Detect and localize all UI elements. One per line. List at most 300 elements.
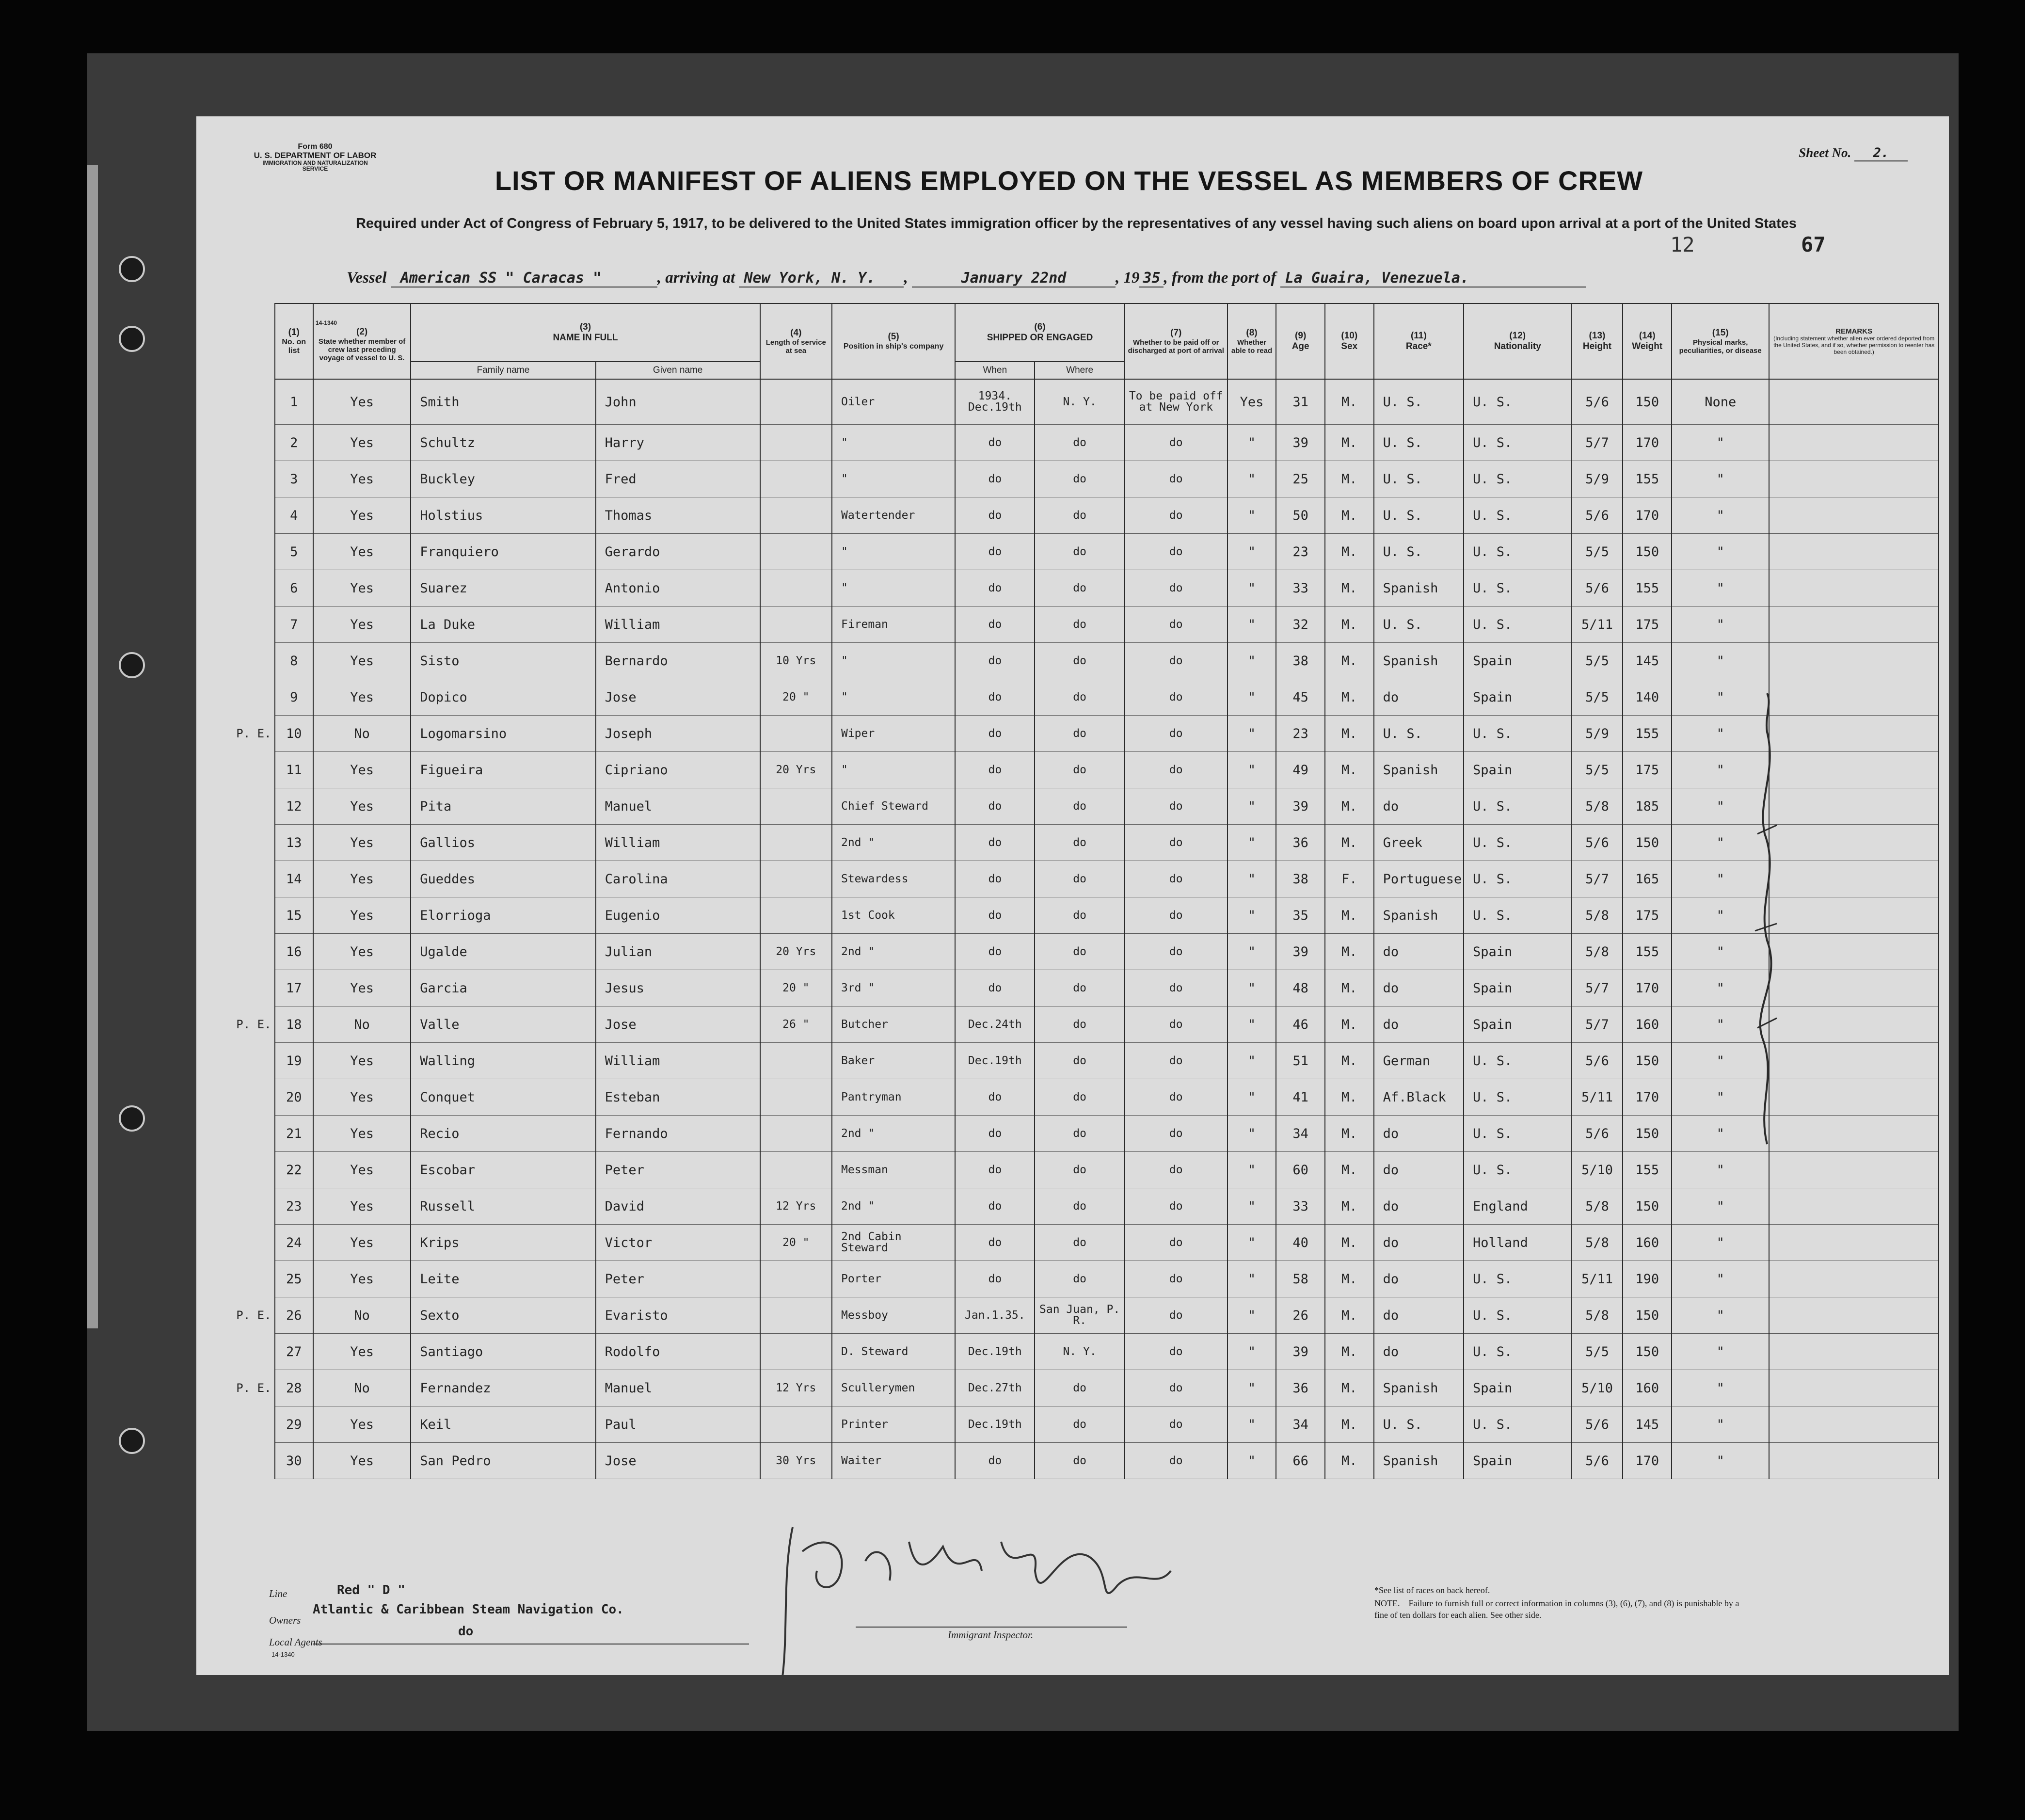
physical-marks-cell: " [1672, 425, 1769, 461]
given-name-cell: Victor [596, 1225, 760, 1261]
physical-marks-cell: " [1672, 497, 1769, 534]
given-name-cell: Cipriano [596, 752, 760, 788]
weight-cell: 170 [1623, 1079, 1672, 1116]
service-length-cell [760, 425, 832, 461]
physical-marks-cell: " [1672, 752, 1769, 788]
position-cell: " [832, 425, 955, 461]
when-header: When [955, 362, 1035, 379]
family-name-cell: Gueddes [411, 861, 595, 897]
col-11-header [1374, 303, 1464, 379]
family-name-cell: Walling [411, 1043, 595, 1079]
service-length-cell: 20 " [760, 1225, 832, 1261]
col-7-number: (7) [1170, 327, 1182, 338]
prev-voyage-cell: No [313, 1006, 411, 1043]
service-length-cell [760, 607, 832, 643]
row-prefix-cell [218, 570, 275, 607]
arrival-port: New York, N. Y. [739, 270, 904, 287]
row-prefix-cell [218, 970, 275, 1006]
prev-voyage-cell: No [313, 716, 411, 752]
race-cell: Spanish [1374, 643, 1464, 679]
handwritten-remark-icon [1738, 688, 1796, 1154]
height-cell: 5/5 [1571, 752, 1623, 788]
table-row [218, 1116, 1939, 1152]
col-6-number: (6) [1034, 322, 1046, 333]
service-length-cell: 20 Yrs [760, 934, 832, 970]
race-cell: U. S. [1374, 497, 1464, 534]
weight-cell: 140 [1623, 679, 1672, 716]
sex-cell: M. [1325, 1261, 1374, 1297]
paid-off-cell: do [1125, 1406, 1228, 1443]
given-name-cell: Jose [596, 1443, 760, 1479]
weight-cell: 170 [1623, 425, 1672, 461]
table-row [218, 752, 1939, 788]
nationality-cell: U. S. [1464, 861, 1571, 897]
prev-voyage-cell: Yes [313, 825, 411, 861]
race-cell: Spanish [1374, 752, 1464, 788]
able-to-read-cell: " [1228, 897, 1276, 934]
remarks-cell [1769, 1225, 1939, 1261]
given-name-cell: Jose [596, 679, 760, 716]
physical-marks-cell: " [1672, 1188, 1769, 1225]
family-name-cell: Sexto [411, 1297, 595, 1334]
position-cell: Messboy [832, 1297, 955, 1334]
weight-cell: 145 [1623, 1406, 1672, 1443]
remarks-cell [1769, 643, 1939, 679]
height-cell: 5/8 [1571, 934, 1623, 970]
paid-off-cell: do [1125, 1188, 1228, 1225]
position-cell: Messman [832, 1152, 955, 1188]
sex-cell: M. [1325, 607, 1374, 643]
sex-cell: M. [1325, 425, 1374, 461]
physical-marks-cell: " [1672, 825, 1769, 861]
able-to-read-cell: " [1228, 1334, 1276, 1370]
service-length-cell [760, 1079, 832, 1116]
family-name-cell: Dopico [411, 679, 595, 716]
given-name-cell: Bernardo [596, 643, 760, 679]
family-name-header: Family name [411, 362, 595, 379]
weight-cell: 160 [1623, 1370, 1672, 1406]
row-number-cell: 20 [275, 1079, 313, 1116]
given-name-cell: Joseph [596, 716, 760, 752]
service-length-cell [760, 461, 832, 497]
weight-cell: 150 [1623, 534, 1672, 570]
age-cell: 38 [1276, 643, 1325, 679]
binder-edge [87, 165, 98, 1328]
row-prefix-cell [218, 1225, 275, 1261]
shipped-where-cell: do [1035, 534, 1124, 570]
weight-cell: 165 [1623, 861, 1672, 897]
shipped-where-cell: do [1035, 897, 1124, 934]
able-to-read-cell: " [1228, 607, 1276, 643]
sex-cell: M. [1325, 934, 1374, 970]
weight-cell: 150 [1623, 1188, 1672, 1225]
shipped-where-cell: San Juan, P. R. [1035, 1297, 1124, 1334]
race-cell: do [1374, 1188, 1464, 1225]
remarks-cell [1769, 607, 1939, 643]
weight-cell: 170 [1623, 970, 1672, 1006]
position-cell: " [832, 643, 955, 679]
row-number-cell: 8 [275, 643, 313, 679]
manifest-sheet [196, 116, 1949, 1675]
nationality-cell: Spain [1464, 934, 1571, 970]
prev-voyage-cell: Yes [313, 897, 411, 934]
shipped-when-cell: Dec.27th [955, 1370, 1035, 1406]
prev-voyage-cell: Yes [313, 1334, 411, 1370]
physical-marks-cell: None [1672, 379, 1769, 425]
col-5-label: Position in ship's company [843, 342, 944, 351]
nationality-cell: U. S. [1464, 1043, 1571, 1079]
physical-marks-cell: " [1672, 1370, 1769, 1406]
height-cell: 5/11 [1571, 607, 1623, 643]
weight-cell: 155 [1623, 570, 1672, 607]
prev-voyage-cell: Yes [313, 1225, 411, 1261]
sex-cell: M. [1325, 379, 1374, 425]
given-name-cell: David [596, 1188, 760, 1225]
given-name-cell: William [596, 1043, 760, 1079]
height-cell: 5/7 [1571, 1006, 1623, 1043]
height-cell: 5/8 [1571, 788, 1623, 825]
row-prefix-cell [218, 788, 275, 825]
age-cell: 32 [1276, 607, 1325, 643]
row-prefix-cell [218, 1443, 275, 1479]
shipped-when-cell: do [955, 643, 1035, 679]
service-length-cell [760, 1261, 832, 1297]
family-name-cell: Ugalde [411, 934, 595, 970]
prev-voyage-cell: Yes [313, 497, 411, 534]
family-name-cell: Figueira [411, 752, 595, 788]
prev-voyage-cell: Yes [313, 425, 411, 461]
prev-voyage-cell: Yes [313, 1043, 411, 1079]
race-cell: do [1374, 788, 1464, 825]
col-5-number: (5) [888, 331, 899, 342]
table-row [218, 1079, 1939, 1116]
service-length-cell: 12 Yrs [760, 1188, 832, 1225]
line-value: Red " D " [337, 1583, 405, 1597]
shipped-where-cell: do [1035, 825, 1124, 861]
owners-label: Owners [269, 1614, 301, 1626]
paid-off-cell: do [1125, 570, 1228, 607]
family-name-cell: Leite [411, 1261, 595, 1297]
height-cell: 5/8 [1571, 1225, 1623, 1261]
height-cell: 5/6 [1571, 1043, 1623, 1079]
row-number-cell: 25 [275, 1261, 313, 1297]
able-to-read-cell: " [1228, 461, 1276, 497]
sex-cell: M. [1325, 1334, 1374, 1370]
position-cell: 2nd " [832, 1116, 955, 1152]
race-cell: U. S. [1374, 607, 1464, 643]
age-cell: 46 [1276, 1006, 1325, 1043]
nationality-cell: Holland [1464, 1225, 1571, 1261]
from-label: , from the port of [1164, 269, 1276, 287]
weight-cell: 175 [1623, 897, 1672, 934]
age-cell: 39 [1276, 1334, 1325, 1370]
paid-off-cell: do [1125, 1261, 1228, 1297]
family-name-cell: Elorrioga [411, 897, 595, 934]
height-cell: 5/11 [1571, 1261, 1623, 1297]
punch-hole-icon [119, 1105, 145, 1132]
paid-off-cell: do [1125, 861, 1228, 897]
prev-voyage-cell: Yes [313, 607, 411, 643]
position-cell: " [832, 461, 955, 497]
shipped-when-cell: do [955, 679, 1035, 716]
table-row [218, 461, 1939, 497]
col-10-label: Sex [1341, 341, 1358, 351]
row-number-cell: 29 [275, 1406, 313, 1443]
family-name-cell: Gallios [411, 825, 595, 861]
physical-marks-cell: " [1672, 1297, 1769, 1334]
sex-cell: M. [1325, 534, 1374, 570]
position-cell: " [832, 752, 955, 788]
vessel-line: Vessel American SS " Caracas " , arriving at New York, N. Y. , January 22nd , 19 35 , from the port of La Guaira, Venezuela. [347, 269, 1922, 287]
given-name-cell: Antonio [596, 570, 760, 607]
able-to-read-cell: " [1228, 679, 1276, 716]
race-cell: do [1374, 1116, 1464, 1152]
service-length-cell [760, 861, 832, 897]
row-number-cell: 10 [275, 716, 313, 752]
row-prefix-cell [218, 1406, 275, 1443]
age-cell: 51 [1276, 1043, 1325, 1079]
sex-cell: M. [1325, 1406, 1374, 1443]
shipped-where-cell: do [1035, 425, 1124, 461]
col-12-label: Nationality [1494, 341, 1541, 351]
table-row [218, 970, 1939, 1006]
paid-off-cell: do [1125, 825, 1228, 861]
position-cell: " [832, 679, 955, 716]
age-cell: 39 [1276, 934, 1325, 970]
prev-voyage-cell: Yes [313, 970, 411, 1006]
height-cell: 5/6 [1571, 825, 1623, 861]
col-6-label: SHIPPED OR ENGAGED [987, 333, 1093, 343]
agents-label: Local Agents [269, 1636, 322, 1648]
prev-voyage-cell: Yes [313, 1406, 411, 1443]
able-to-read-cell: " [1228, 1152, 1276, 1188]
race-cell: Spanish [1374, 1443, 1464, 1479]
row-number-cell: 12 [275, 788, 313, 825]
shipped-when-cell: do [955, 1188, 1035, 1225]
prev-voyage-cell: Yes [313, 788, 411, 825]
shipped-when-cell: Dec.19th [955, 1334, 1035, 1370]
position-cell: Wiper [832, 716, 955, 752]
weight-cell: 175 [1623, 752, 1672, 788]
prev-voyage-cell: Yes [313, 1116, 411, 1152]
arrival-date: January 22nd [912, 270, 1116, 287]
shipped-when-cell: do [955, 1443, 1035, 1479]
col-13-number: (13) [1589, 331, 1606, 341]
shipped-where-cell: do [1035, 643, 1124, 679]
family-name-cell: Garcia [411, 970, 595, 1006]
col-8-header [1228, 303, 1276, 379]
col-8-number: (8) [1246, 327, 1258, 338]
row-prefix-cell: P. E. [218, 1370, 275, 1406]
weight-cell: 145 [1623, 643, 1672, 679]
family-name-cell: San Pedro [411, 1443, 595, 1479]
able-to-read-cell: " [1228, 934, 1276, 970]
family-name-cell: Suarez [411, 570, 595, 607]
manifest-subtitle: Required under Act of Congress of February 5, 1917, to be delivered to the United States immigration officer by the representatives of any vessel having such aliens on board upon arrival at a port of the United States [355, 216, 1797, 231]
service-length-cell: 30 Yrs [760, 1443, 832, 1479]
height-cell: 5/5 [1571, 679, 1623, 716]
prev-voyage-cell: Yes [313, 861, 411, 897]
table-row [218, 1225, 1939, 1261]
sex-cell: M. [1325, 1079, 1374, 1116]
page-number: 67 [1801, 233, 1826, 256]
col-1-number: (1) [288, 327, 300, 337]
service-length-cell [760, 534, 832, 570]
remarks-cell [1769, 1370, 1939, 1406]
remarks-cell [1769, 497, 1939, 534]
agents-value: do [458, 1624, 474, 1639]
remarks-note: (Including statement whether alien ever ordered deported from the United States, and if so, whether permission to reenter has been obtained.) [1773, 335, 1935, 355]
race-cell: do [1374, 679, 1464, 716]
row-number-cell: 17 [275, 970, 313, 1006]
row-prefix-cell [218, 534, 275, 570]
list-number: 12 [1670, 233, 1695, 256]
age-cell: 31 [1276, 379, 1325, 425]
service-length-cell [760, 716, 832, 752]
sex-cell: M. [1325, 752, 1374, 788]
where-header: Where [1035, 362, 1124, 379]
row-prefix-cell [218, 643, 275, 679]
row-number-cell: 2 [275, 425, 313, 461]
age-cell: 36 [1276, 1370, 1325, 1406]
service-length-cell [760, 379, 832, 425]
race-cell: Af.Black [1374, 1079, 1464, 1116]
col-14-header [1623, 303, 1672, 379]
paid-off-cell: do [1125, 425, 1228, 461]
sex-cell: M. [1325, 970, 1374, 1006]
remarks-label: REMARKS [1835, 327, 1873, 335]
shipped-when-cell: Dec.19th [955, 1043, 1035, 1079]
shipped-when-cell: do [955, 970, 1035, 1006]
family-name-cell: Sisto [411, 643, 595, 679]
position-cell: Pantryman [832, 1079, 955, 1116]
sex-cell: M. [1325, 897, 1374, 934]
nationality-cell: U. S. [1464, 788, 1571, 825]
physical-marks-cell: " [1672, 861, 1769, 897]
row-number-cell: 30 [275, 1443, 313, 1479]
family-name-cell: Schultz [411, 425, 595, 461]
shipped-where-cell: do [1035, 461, 1124, 497]
age-cell: 34 [1276, 1406, 1325, 1443]
sheet-number [1799, 145, 1908, 161]
shipped-when-cell: do [955, 788, 1035, 825]
shipped-when-cell: do [955, 1116, 1035, 1152]
given-name-cell: Fred [596, 461, 760, 497]
punch-hole-icon [119, 326, 145, 352]
col-4-number: (4) [790, 327, 802, 338]
family-name-cell: Santiago [411, 1334, 595, 1370]
sex-cell: M. [1325, 1225, 1374, 1261]
nationality-cell: Spain [1464, 752, 1571, 788]
col-2-code: 14-1340 [315, 319, 337, 327]
nationality-cell: Spain [1464, 1370, 1571, 1406]
shipped-where-cell: do [1035, 1443, 1124, 1479]
shipped-when-cell: do [955, 716, 1035, 752]
nationality-cell: U. S. [1464, 716, 1571, 752]
sex-cell: F. [1325, 861, 1374, 897]
table-row [218, 607, 1939, 643]
remarks-cell [1769, 1334, 1939, 1370]
row-prefix-cell [218, 1334, 275, 1370]
row-prefix-cell [218, 1079, 275, 1116]
nationality-cell: Spain [1464, 1006, 1571, 1043]
shipped-where-cell: do [1035, 934, 1124, 970]
race-cell: Portuguese [1374, 861, 1464, 897]
prev-voyage-cell: Yes [313, 570, 411, 607]
column-number-row [218, 303, 1939, 328]
remarks-cell [1769, 570, 1939, 607]
sex-cell: M. [1325, 1152, 1374, 1188]
able-to-read-cell: " [1228, 825, 1276, 861]
form-number: Form 680 [298, 143, 333, 151]
table-row [218, 825, 1939, 861]
nationality-cell: U. S. [1464, 1079, 1571, 1116]
age-cell: 33 [1276, 570, 1325, 607]
age-cell: 35 [1276, 897, 1325, 934]
row-number-cell: 19 [275, 1043, 313, 1079]
row-prefix-cell: P. E. [218, 1297, 275, 1334]
sex-cell: M. [1325, 1370, 1374, 1406]
note-penalty: NOTE.—Failure to furnish full or correct information in columns (3), (6), (7), and (8) is punishable by a fine of ten dollars for each alien. See other side. [1374, 1598, 1739, 1620]
age-cell: 33 [1276, 1188, 1325, 1225]
col-10-number: (10) [1341, 331, 1358, 341]
given-name-cell: Peter [596, 1261, 760, 1297]
able-to-read-cell: " [1228, 970, 1276, 1006]
race-cell: U. S. [1374, 379, 1464, 425]
age-cell: 48 [1276, 970, 1325, 1006]
table-row [218, 1370, 1939, 1406]
shipped-when-cell: do [955, 1079, 1035, 1116]
physical-marks-cell: " [1672, 534, 1769, 570]
table-row [218, 570, 1939, 607]
col-14-label: Weight [1632, 341, 1663, 351]
service-length-cell [760, 897, 832, 934]
able-to-read-cell: " [1228, 1043, 1276, 1079]
paid-off-cell: do [1125, 1079, 1228, 1116]
given-name-cell: Manuel [596, 788, 760, 825]
vessel-name: American SS " Caracas " [391, 270, 657, 287]
paid-off-cell: do [1125, 934, 1228, 970]
shipped-when-cell: do [955, 1261, 1035, 1297]
service-length-cell [760, 497, 832, 534]
given-name-cell: Evaristo [596, 1297, 760, 1334]
paid-off-cell: do [1125, 461, 1228, 497]
sex-cell: M. [1325, 1443, 1374, 1479]
col-10-header [1325, 303, 1374, 379]
physical-marks-cell: " [1672, 607, 1769, 643]
row-number-cell: 14 [275, 861, 313, 897]
age-cell: 39 [1276, 788, 1325, 825]
row-prefix-cell [218, 379, 275, 425]
table-row [218, 1334, 1939, 1370]
sheet-label: Sheet No. [1799, 145, 1851, 160]
punch-hole-icon [119, 652, 145, 678]
table-row [218, 1261, 1939, 1297]
row-number-cell: 28 [275, 1370, 313, 1406]
height-cell: 5/6 [1571, 379, 1623, 425]
able-to-read-cell: " [1228, 570, 1276, 607]
col-2-header [313, 303, 411, 379]
paid-off-cell: do [1125, 897, 1228, 934]
height-cell: 5/6 [1571, 570, 1623, 607]
physical-marks-cell: " [1672, 970, 1769, 1006]
able-to-read-cell: " [1228, 1006, 1276, 1043]
paid-off-cell: do [1125, 1116, 1228, 1152]
able-to-read-cell: " [1228, 1225, 1276, 1261]
able-to-read-cell: " [1228, 788, 1276, 825]
sex-cell: M. [1325, 1043, 1374, 1079]
weight-cell: 155 [1623, 1152, 1672, 1188]
